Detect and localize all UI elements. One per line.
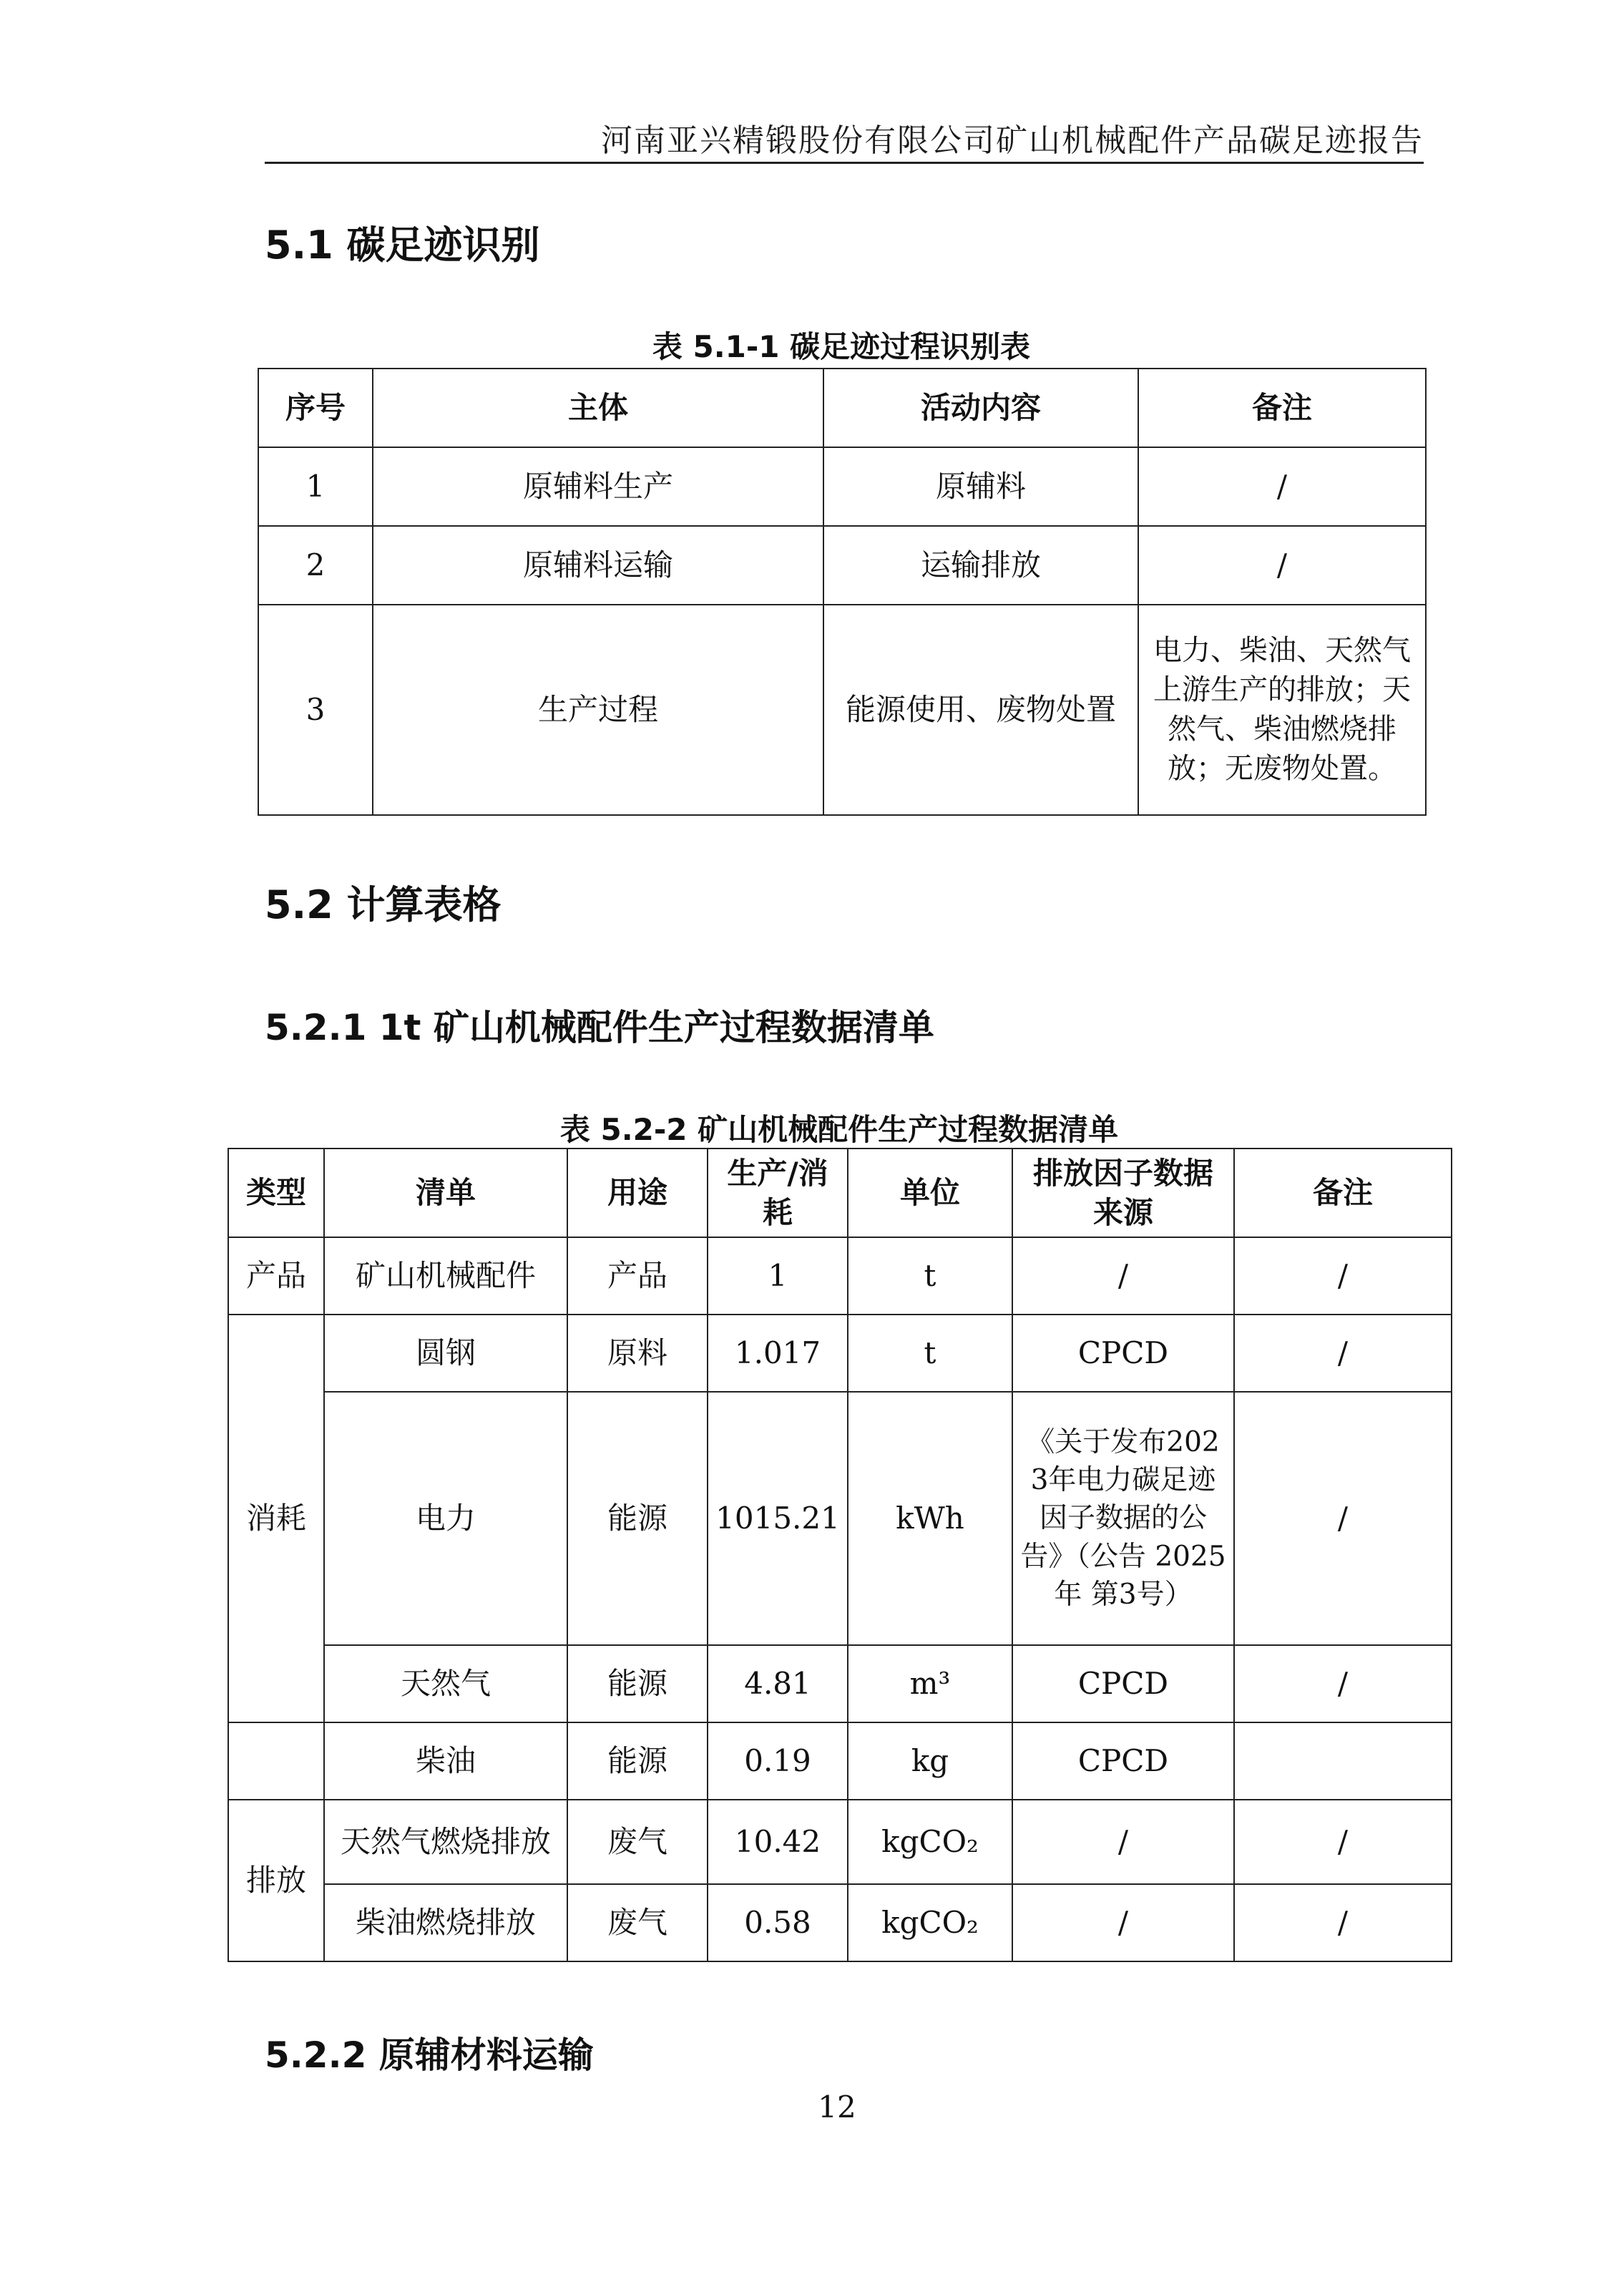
table2-cell: t	[848, 1315, 1012, 1392]
production-process-data-table	[228, 1148, 1452, 1962]
table2-cell: 天然气燃烧排放	[324, 1800, 567, 1884]
table2-cell: /	[1012, 1237, 1234, 1315]
type-cell: 产品	[228, 1237, 324, 1315]
type-cell: 消耗	[228, 1315, 324, 1722]
table2-cell: 10.42	[708, 1800, 848, 1884]
table1-caption: 表 5.1-1 碳足迹过程识别表	[652, 329, 1031, 364]
table2-cell: /	[1234, 1392, 1452, 1645]
table2-cell: 1.017	[708, 1315, 848, 1392]
table2-header-cell: 排放因子数据来源	[1012, 1149, 1234, 1237]
type-cell-empty	[228, 1722, 324, 1800]
table2-cell: kWh	[848, 1392, 1012, 1645]
table2-cell: /	[1234, 1884, 1452, 1961]
table2-caption: 表 5.2-2 矿山机械配件生产过程数据清单	[559, 1112, 1119, 1147]
table2-cell: kgCO₂	[848, 1884, 1012, 1961]
header-divider	[265, 162, 1424, 164]
table2-cell	[1234, 1722, 1452, 1800]
table2-header-cell: 用途	[567, 1149, 708, 1237]
table2-header-cell: 单位	[848, 1149, 1012, 1237]
type-cell: 排放	[228, 1800, 324, 1961]
table2-cell: 圆钢	[324, 1315, 567, 1392]
table2-cell: 废气	[567, 1884, 708, 1961]
table-row	[228, 1392, 1452, 1645]
table2-cell: 天然气	[324, 1645, 567, 1722]
table1-header-cell: 活动内容	[823, 369, 1138, 447]
table1-cell: /	[1138, 526, 1426, 605]
table1-cell: 2	[258, 526, 373, 605]
table2-cell: kg	[848, 1722, 1012, 1800]
table1-cell: 原辅料运输	[373, 526, 823, 605]
table-row	[258, 605, 1426, 815]
table2-cell: 能源	[567, 1722, 708, 1800]
table2-cell: CPCD	[1012, 1722, 1234, 1800]
table1-cell: 原辅料生产	[373, 447, 823, 526]
table1-cell: 运输排放	[823, 526, 1138, 605]
table2-cell: 产品	[567, 1237, 708, 1315]
table2-header-cell: 类型	[228, 1149, 324, 1237]
table2-cell: /	[1234, 1645, 1452, 1722]
table2-cell: 柴油燃烧排放	[324, 1884, 567, 1961]
table2-cell: 0.19	[708, 1722, 848, 1800]
table1-cell: /	[1138, 447, 1426, 526]
table2-cell: 1	[708, 1237, 848, 1315]
table2-cell: 柴油	[324, 1722, 567, 1800]
section-5-2-title: 5.2 计算表格	[265, 882, 502, 927]
table2-cell: 电力	[324, 1392, 567, 1645]
table1-cell: 能源使用、废物处置	[823, 605, 1138, 815]
table2-cell: 4.81	[708, 1645, 848, 1722]
section-5-2-2-title: 5.2.2 原辅材料运输	[265, 2034, 594, 2076]
carbon-footprint-identification-table	[258, 368, 1427, 816]
table2-header-cell: 生产/消耗	[708, 1149, 848, 1237]
table1-cell: 1	[258, 447, 373, 526]
page-header: 河南亚兴精锻股份有限公司矿山机械配件产品碳足迹报告	[601, 122, 1424, 159]
section-5-2-1-title: 5.2.1 1t 矿山机械配件生产过程数据清单	[265, 1007, 934, 1048]
table-row	[228, 1884, 1452, 1961]
table2-cell: /	[1234, 1315, 1452, 1392]
table2-header-cell: 备注	[1234, 1149, 1452, 1237]
table1-cell: 3	[258, 605, 373, 815]
table2-cell: 矿山机械配件	[324, 1237, 567, 1315]
table2-cell: kgCO₂	[848, 1800, 1012, 1884]
table-row	[258, 526, 1426, 605]
table2-cell: 能源	[567, 1645, 708, 1722]
table2-cell: 原料	[567, 1315, 708, 1392]
table2-cell: 1015.21	[708, 1392, 848, 1645]
table1-header-cell: 序号	[258, 369, 373, 447]
table-row	[228, 1800, 1452, 1884]
table2-header-cell: 清单	[324, 1149, 567, 1237]
table2-cell: CPCD	[1012, 1315, 1234, 1392]
table2-cell: 《关于发布2023年电力碳足迹因子数据的公告》（公告 2025年 第3号）	[1012, 1392, 1234, 1645]
table2-cell: 能源	[567, 1392, 708, 1645]
table2-cell: /	[1234, 1237, 1452, 1315]
table1-cell: 生产过程	[373, 605, 823, 815]
table-row	[258, 447, 1426, 526]
table1-cell: 原辅料	[823, 447, 1138, 526]
table-row	[228, 1315, 1452, 1392]
table-row	[228, 1237, 1452, 1315]
table1-cell: 电力、柴油、天然气上游生产的排放；天然气、柴油燃烧排放；无废物处置。	[1138, 605, 1426, 815]
table2-cell: 0.58	[708, 1884, 848, 1961]
table2-cell: 废气	[567, 1800, 708, 1884]
table2-cell: /	[1012, 1884, 1234, 1961]
section-5-1-title: 5.1 碳足迹识别	[265, 223, 540, 268]
page-number: 12	[818, 2089, 856, 2125]
table2-cell: m³	[848, 1645, 1012, 1722]
table2-cell: /	[1012, 1800, 1234, 1884]
table2-cell: /	[1234, 1800, 1452, 1884]
table2-cell: CPCD	[1012, 1645, 1234, 1722]
table-row	[228, 1645, 1452, 1722]
table2-cell: t	[848, 1237, 1012, 1315]
table1-header-cell: 备注	[1138, 369, 1426, 447]
table1-header-cell: 主体	[373, 369, 823, 447]
table-row	[228, 1722, 1452, 1800]
